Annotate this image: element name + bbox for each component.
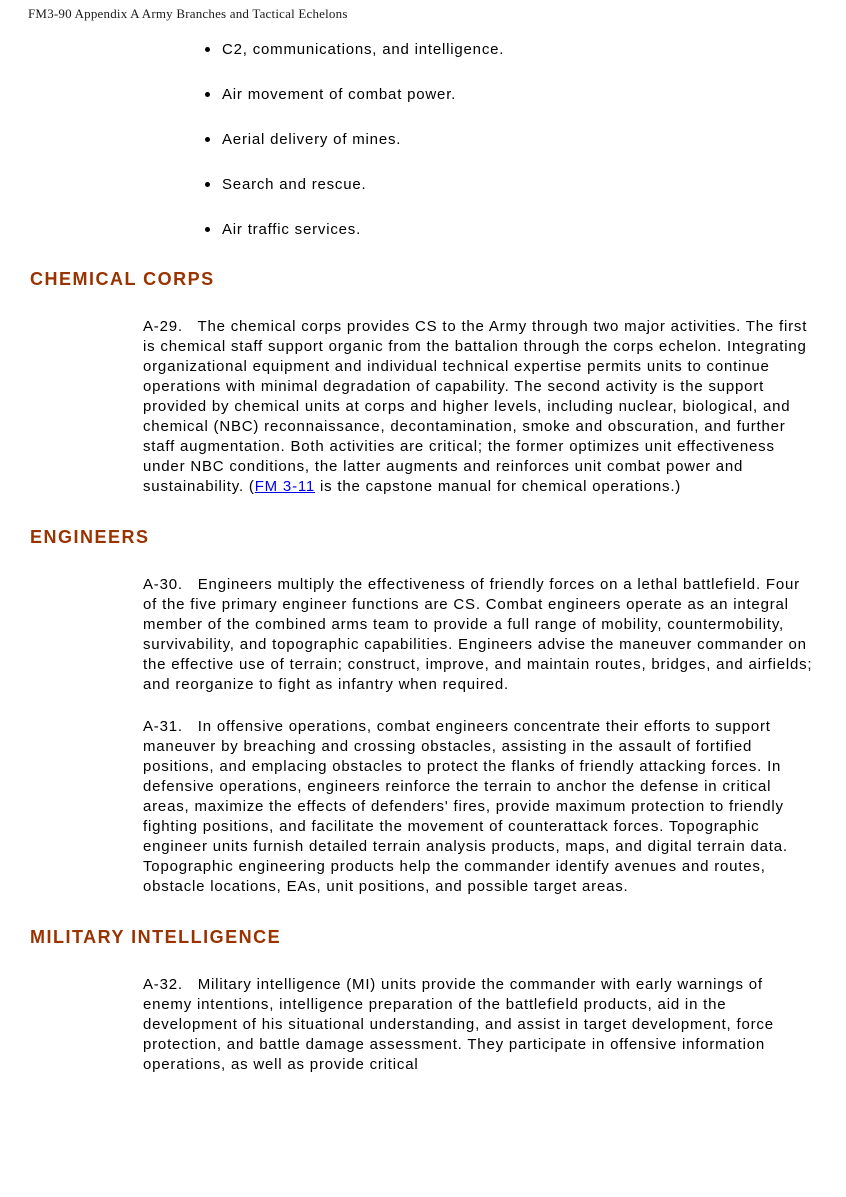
list-item [222, 40, 816, 59]
paragraph-a30 [143, 575, 818, 695]
paragraph-text: A-32. Military intelligence (MI) units provide the commander with early warnings of enemy intentions, intelligence preparation of the battlefield products, aid in the development of his situational understanding, and assist in target development, force protection, and battle damage assessment. They participate in offensive information operations, as well as provide critical [143, 976, 779, 1073]
bullet-text: C2, communications, and intelligence. [222, 41, 505, 58]
list-item [222, 175, 816, 194]
document-header-breadcrumb: FM3-90 Appendix A Army Branches and Tactical Echelons [28, 6, 348, 21]
section-heading-engineers: ENGINEERS [30, 527, 150, 547]
bullet-list [0, 40, 846, 239]
list-item [222, 130, 816, 149]
bullet-icon [205, 227, 210, 232]
paragraph-text: is the capstone manual for chemical operations.) [315, 478, 682, 495]
bullet-text: Aerial delivery of mines. [222, 131, 402, 148]
bullet-text: Search and rescue. [222, 176, 367, 193]
paragraph-text: A-29. The chemical corps provides CS to the Army through two major activities. The first is chemical staff support organic from the battalion through the corps echelon. Integrating organizational equipment and individual technical expertise permits units to continue operations with minimal degradation of capability. The second activity is the support provided by chemical units at corps and higher levels, including nuclear, biological, and chemical (NBC) reconnaissance, decontamination, smoke and obscuration, and further staff augmentation. Both activities are critical; the former optimizes unit effectiveness under NBC conditions, the latter augments and reinforces unit combat power and sustainability. ( [143, 318, 813, 495]
paragraph-text: A-31. In offensive operations, combat engineers concentrate their efforts to support maneuver by breaching and crossing obstacles, assisting in the assault of fortified positions, and emplacing obstacles to protect the flanks of friendly attacking forces. In defensive operations, engineers reinforce the terrain to anchor the defense in critical areas, maximize the effects of defenders' fires, provide maximum protection to friendly fighting positions, and facilitate the movement of counterattack forces. Topographic engineer units furnish detailed terrain analysis products, maps, and digital terrain data. Topographic engineering products help the commander identify avenues and routes, obstacle locations, EAs, unit positions, and possible target areas. [143, 718, 793, 895]
bullet-icon [205, 137, 210, 142]
bullet-icon [205, 47, 210, 52]
list-item [222, 85, 816, 104]
bullet-icon [205, 92, 210, 97]
bullet-text: Air traffic services. [222, 221, 362, 238]
bullet-icon [205, 182, 210, 187]
section-heading-chemical-corps: CHEMICAL CORPS [30, 269, 215, 289]
paragraph-a31 [143, 717, 815, 897]
paragraph-text: A-30. Engineers multiply the effectiveness of friendly forces on a lethal battlefield. Four of the five primary engineer functions are CS. Combat engineers operate as an integral member of the combined arms team to provide a full range of mobility, countermobility, survivability, and topographic capabilities. Engineers advise the maneuver commander on the effective use of terrain; construct, improve, and maintain routes, bridges, and airfields; and reorganize to fight as infantry when required. [143, 576, 818, 693]
list-item [222, 220, 816, 239]
section-heading-military-intelligence: MILITARY INTELLIGENCE [30, 927, 282, 947]
bullet-text: Air movement of combat power. [222, 86, 457, 103]
paragraph-a29 [143, 317, 815, 497]
fm-3-11-link[interactable]: FM 3-11 [254, 478, 316, 495]
paragraph-a32 [143, 975, 815, 1075]
